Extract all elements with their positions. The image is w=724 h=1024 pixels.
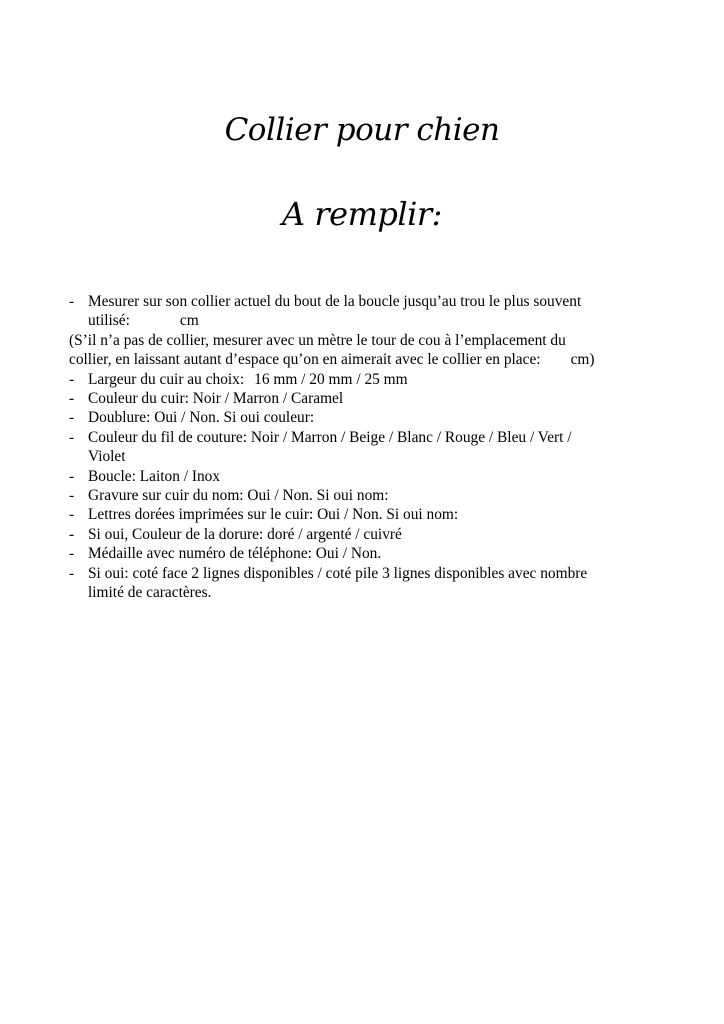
width-options: 16 mm / 20 mm / 25 mm (254, 370, 408, 388)
list-dash: - (69, 390, 75, 408)
list-item-medal-lines (69, 564, 659, 603)
measure-unit: cm (179, 312, 199, 330)
note-line-2: collier, en laissant autant d’espace qu’on en aimerait avec le collier en place: cm) (69, 351, 595, 369)
list-item-width (69, 370, 659, 389)
list-dash: - (69, 545, 75, 563)
note-line-1: (S’il n’a pas de collier, mesurer avec un mètre le tour de cou à l’emplacement du (69, 331, 566, 349)
list-dash: - (69, 564, 75, 582)
list-item-gilding-color (69, 525, 659, 544)
list-dash: - (69, 467, 75, 485)
list-item-lining (69, 408, 659, 427)
list-item-continuation (88, 311, 659, 330)
list-item-medal (69, 544, 659, 563)
document-subtitle: A remplir: (282, 195, 442, 233)
list-item-continuation: Violet (88, 448, 126, 466)
list-item-continuation: limité de caractères. (88, 584, 212, 602)
list-item-text: Boucle: Laiton / Inox (88, 467, 221, 485)
list-item-text: Largeur du cuir au choix: (88, 370, 245, 388)
list-item-engraving (69, 486, 659, 505)
list-item-text: Lettres dorées imprimées sur le cuir: Oui / Non. Si oui nom: (88, 506, 459, 524)
list-item-text: Couleur du fil de couture: Noir / Marron / Beige / Blanc / Rouge / Bleu / Vert / (88, 428, 572, 446)
list-item-buckle (69, 467, 659, 486)
list-item-gold-letters (69, 505, 659, 524)
list-dash: - (69, 506, 75, 524)
measure-label: utilisé: (88, 312, 130, 330)
list-dash: - (69, 428, 75, 446)
list-item-text: Couleur du cuir: Noir / Marron / Caramel (88, 390, 344, 408)
list-item-text: Mesurer sur son collier actuel du bout de la boucle jusqu’au trou le plus souvent (88, 293, 582, 310)
list-item-text: Médaille avec numéro de téléphone: Oui / Non. (88, 545, 382, 563)
note-unit: cm) (570, 351, 595, 369)
list-dash: - (69, 525, 75, 543)
list-item-text: Si oui: coté face 2 lignes disponibles / coté pile 3 lignes disponibles avec nombre (88, 564, 588, 582)
list-item-text: Doublure: Oui / Non. Si oui couleur: (88, 409, 315, 427)
list-dash: - (69, 370, 75, 388)
list-item-leather-color (69, 389, 659, 408)
list-item-measure (69, 292, 659, 331)
form-instructions (69, 292, 659, 603)
list-item-text: Gravure sur cuir du nom: Oui / Non. Si oui nom: (88, 487, 389, 505)
list-item-thread-color (69, 428, 659, 467)
document-title: Collier pour chien (224, 112, 500, 148)
note-paragraph (69, 331, 659, 370)
list-dash: - (69, 487, 75, 505)
list-item-text: Si oui, Couleur de la dorure: doré / argenté / cuivré (88, 525, 402, 543)
list-dash: - (69, 293, 75, 310)
list-dash: - (69, 409, 75, 427)
